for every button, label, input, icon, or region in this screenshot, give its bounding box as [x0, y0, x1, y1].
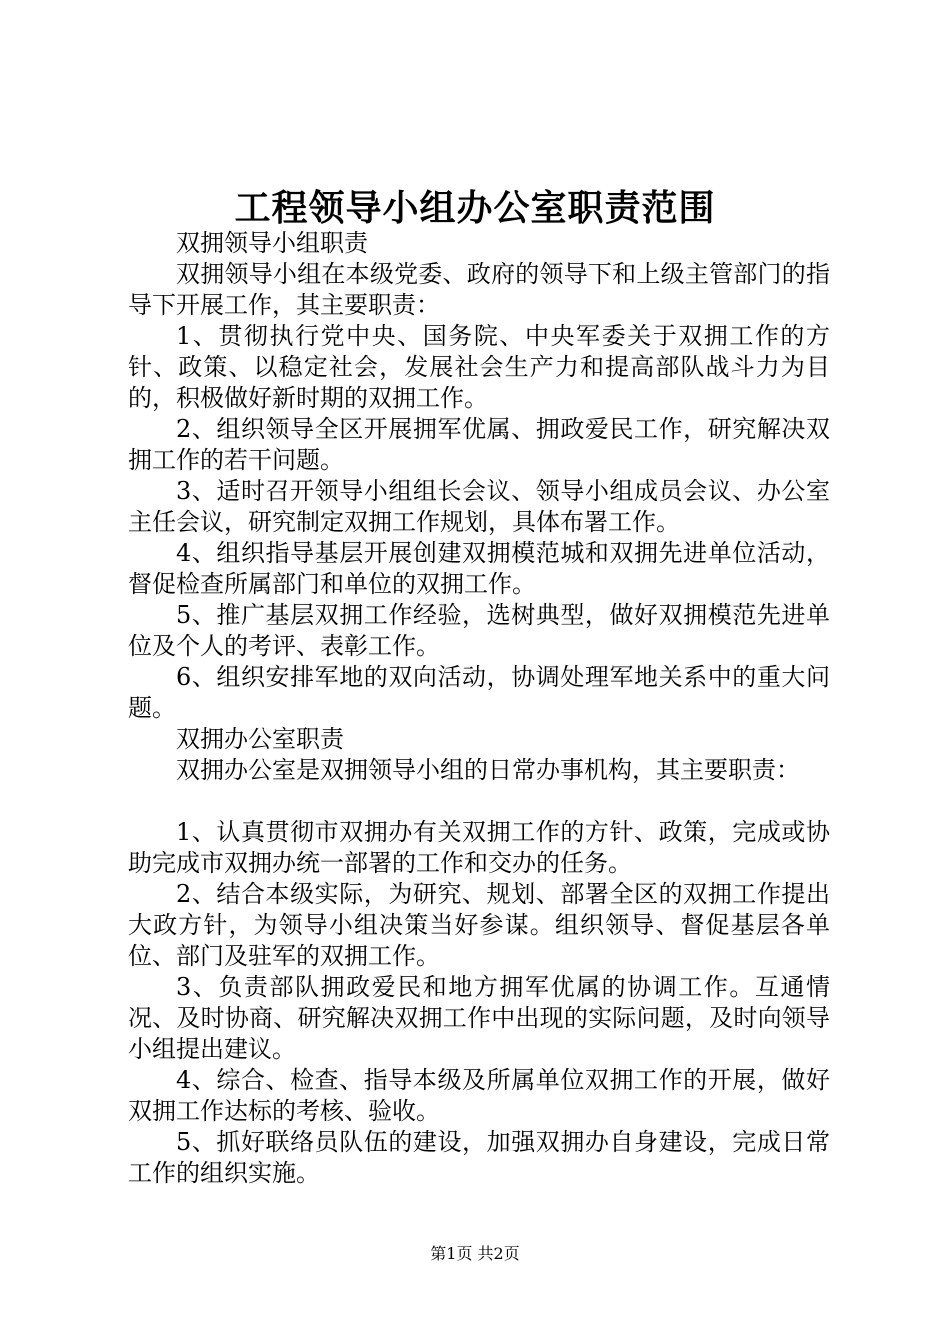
paragraph: 双拥领导小组在本级党委、政府的领导下和上级主管部门的指导下开展工作，其主要职责：	[128, 260, 830, 319]
list-item: 5、抓好联络员队伍的建设，加强双拥办自身建设，完成日常工作的组织实施。	[128, 1128, 830, 1187]
list-item: 5、推广基层双拥工作经验，选树典型，做好双拥模范先进单位及个人的考评、表彰工作。	[128, 601, 830, 660]
list-item: 1、认真贯彻市双拥办有关双拥工作的方针、政策，完成或协助完成市双拥办统一部署的工作和交办的任务。	[128, 818, 830, 877]
list-item: 1、贯彻执行党中央、国务院、中央军委关于双拥工作的方针、政策、以稳定社会，发展社会生产力和提高部队战斗力为目的，积极做好新时期的双拥工作。	[128, 322, 830, 412]
section-heading-office: 双拥办公室职责	[176, 725, 344, 753]
list-item: 3、适时召开领导小组组长会议、领导小组成员会议、办公室主任会议，研究制定双拥工作规划，具体布署工作。	[128, 477, 830, 536]
list-item: 4、组织指导基层开展创建双拥模范城和双拥先进单位活动，督促检查所属部门和单位的双拥工作。	[128, 539, 830, 598]
document-title: 工程领导小组办公室职责范围	[234, 187, 716, 229]
list-item: 4、综合、检查、指导本级及所属单位双拥工作的开展，做好双拥工作达标的考核、验收。	[128, 1066, 830, 1125]
page-number-footer: 第1页 共2页	[430, 1244, 520, 1263]
section-heading-leading-group: 双拥领导小组职责	[176, 229, 368, 257]
paragraph: 双拥办公室是双拥领导小组的日常办事机构，其主要职责：	[176, 756, 800, 784]
list-item: 2、结合本级实际，为研究、规划、部署全区的双拥工作提出大政方针，为领导小组决策当好参谋。组织领导、督促基层各单位、部门及驻军的双拥工作。	[128, 880, 830, 970]
document-body	[128, 228, 830, 1189]
blank-line	[128, 786, 830, 817]
list-item: 3、负责部队拥政爱民和地方拥军优属的协调工作。互通情况、及时协商、研究解决双拥工作中出现的实际问题，及时向领导小组提出建议。	[128, 973, 830, 1063]
list-item: 2、组织领导全区开展拥军优属、拥政爱民工作，研究解决双拥工作的若干问题。	[128, 415, 830, 474]
list-item: 6、组织安排军地的双向活动，协调处理军地关系中的重大问题。	[128, 663, 830, 722]
